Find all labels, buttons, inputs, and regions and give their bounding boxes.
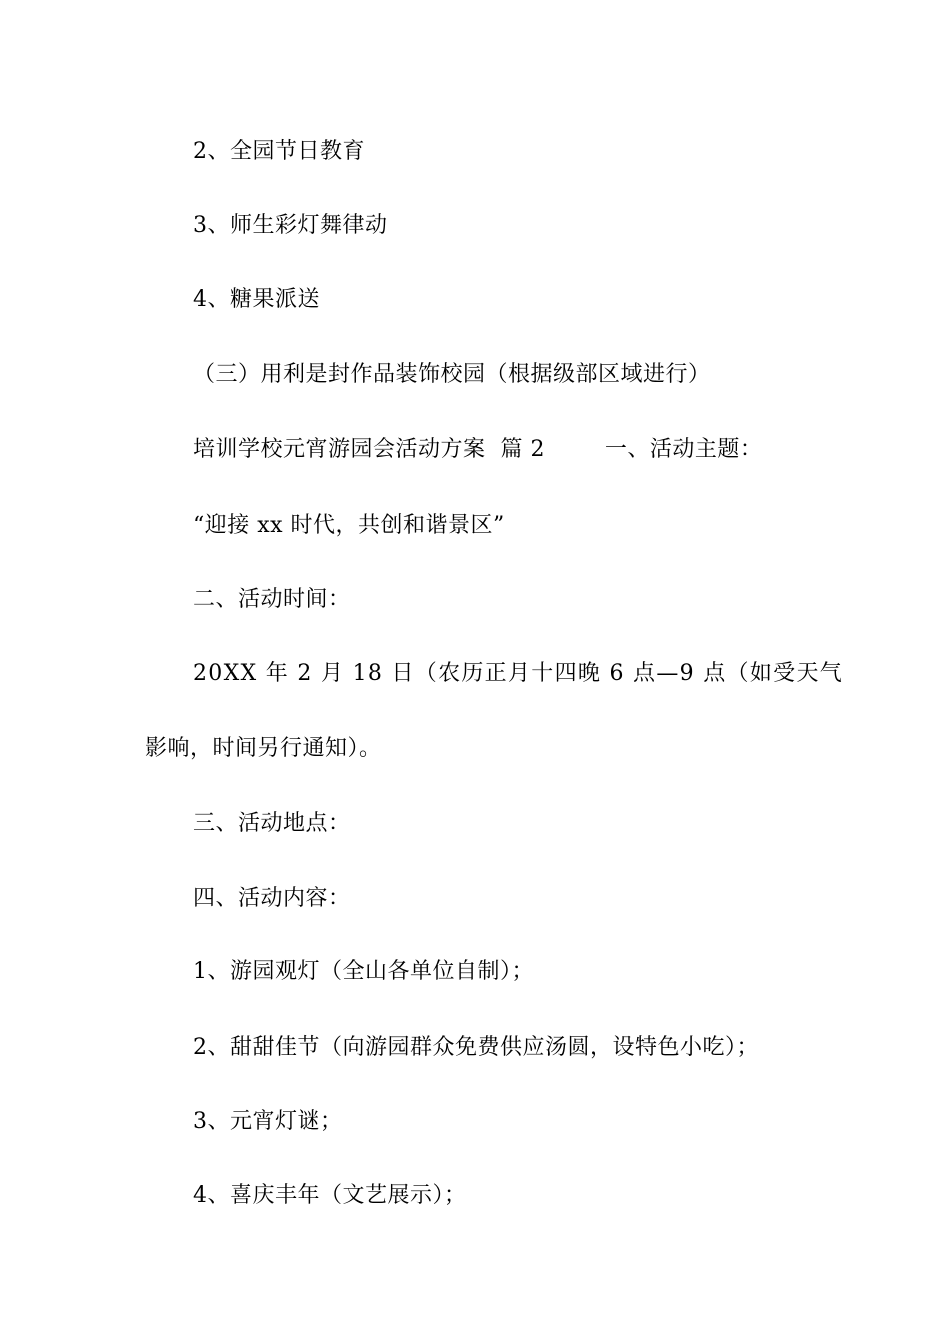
list-item-harvest-performance: 4、喜庆丰年（文艺展示）； bbox=[193, 1183, 467, 1208]
list-item-lantern-riddles: 3、元宵灯谜； bbox=[193, 1109, 343, 1134]
time-paragraph-line-1: 20XX 年 2 月 18 日（农历正月十四晚 6 点—9 点（如受天气 bbox=[193, 661, 844, 686]
theme-slogan: “迎接 xx 时代，共创和谐景区” bbox=[193, 513, 505, 538]
list-item-lantern-dance: 3、师生彩灯舞律动 bbox=[193, 213, 388, 238]
section-heading-time: 二、活动时间： bbox=[193, 587, 351, 612]
time-paragraph-line-2: 影响，时间另行通知）。 bbox=[145, 736, 382, 761]
section-heading-content: 四、活动内容： bbox=[193, 886, 351, 911]
plan-title-with-theme-heading: 培训学校元宵游园会活动方案 篇 2 一、活动主题： bbox=[193, 437, 763, 462]
section-heading-location: 三、活动地点： bbox=[193, 811, 351, 836]
list-item-lantern-viewing: 1、游园观灯（全山各单位自制）； bbox=[193, 959, 534, 984]
list-item-sweet-festival: 2、甜甜佳节（向游园群众免费供应汤圆，设特色小吃）； bbox=[193, 1035, 759, 1060]
list-item-candy-distribution: 4、糖果派送 bbox=[193, 287, 320, 312]
list-item-festival-education: 2、全园节日教育 bbox=[193, 139, 365, 164]
section-heading-decoration: （三）用利是封作品装饰校园（根据级部区域进行） bbox=[193, 362, 711, 387]
